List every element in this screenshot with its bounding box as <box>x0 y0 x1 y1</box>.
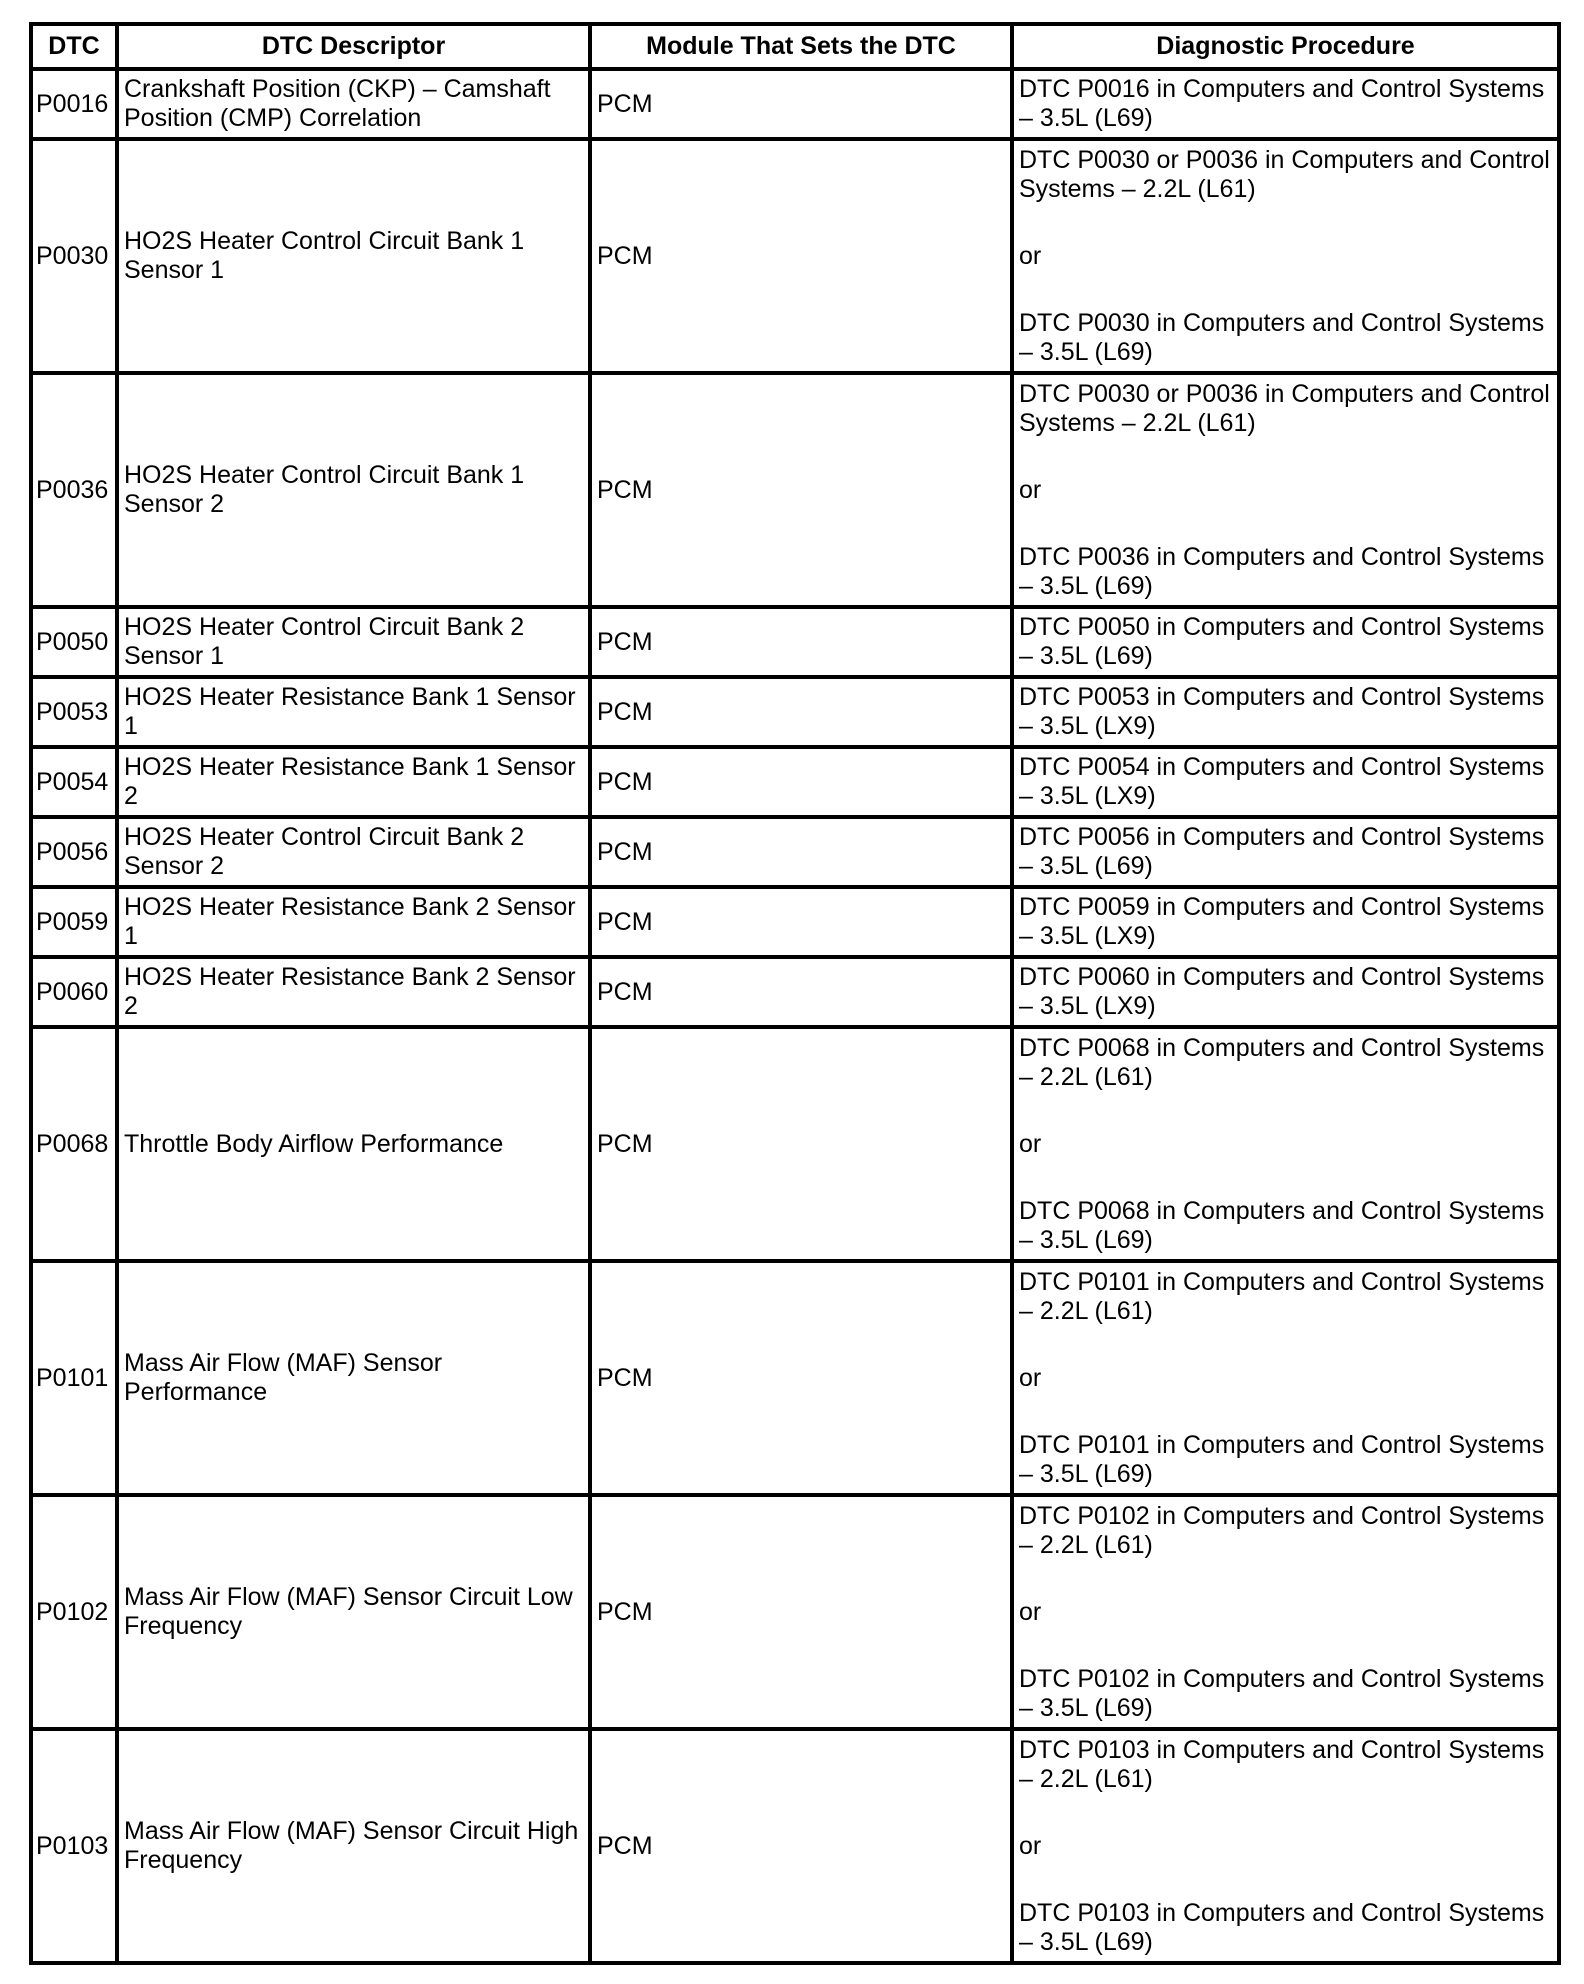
diagnostic-procedure-cell <box>1012 1261 1559 1495</box>
table-row <box>31 607 1559 677</box>
table-row <box>31 69 1559 139</box>
procedure-or-separator: or <box>1019 475 1042 504</box>
module-cell: PCM <box>590 957 1012 1027</box>
procedure-link-text: DTC P0016 in Computers and Control Systems – 3.5L (L69) <box>1019 75 1545 132</box>
module-cell: PCM <box>590 677 1012 747</box>
dtc-code-cell: P0016 <box>31 69 117 139</box>
procedure-link-text: DTC P0102 in Computers and Control Systems – 3.5L (L69) <box>1019 1664 1545 1722</box>
dtc-descriptor-cell: HO2S Heater Resistance Bank 2 Sensor 1 <box>117 887 590 957</box>
diagnostic-procedure-cell <box>1012 1495 1559 1729</box>
diagnostic-procedure-cell <box>1012 817 1559 887</box>
dtc-code-cell: P0054 <box>31 747 117 817</box>
table-row <box>31 747 1559 817</box>
procedure-link-text: DTC P0059 in Computers and Control Systems – 3.5L (LX9) <box>1019 893 1545 950</box>
dtc-descriptor-cell: Mass Air Flow (MAF) Sensor Performance <box>117 1261 590 1495</box>
dtc-code-cell: P0053 <box>31 677 117 747</box>
diagnostic-procedure-cell <box>1012 1729 1559 1963</box>
diagnostic-procedure-cell <box>1012 139 1559 373</box>
header-dtc: DTC <box>31 24 117 69</box>
procedure-link-text: DTC P0068 in Computers and Control Systems – 2.2L (L61) <box>1019 1033 1545 1091</box>
dtc-code-cell: P0056 <box>31 817 117 887</box>
diagnostic-procedure-cell <box>1012 887 1559 957</box>
dtc-descriptor-cell: HO2S Heater Control Circuit Bank 1 Sensor 1 <box>117 139 590 373</box>
diagnostic-procedure-cell <box>1012 373 1559 607</box>
module-cell: PCM <box>590 747 1012 817</box>
module-cell: PCM <box>590 1729 1012 1963</box>
procedure-link-text: DTC P0101 in Computers and Control Systems – 3.5L (L69) <box>1019 1430 1545 1488</box>
diagnostic-procedure-cell <box>1012 69 1559 139</box>
module-cell: PCM <box>590 1261 1012 1495</box>
table-row <box>31 139 1559 373</box>
dtc-code-cell: P0050 <box>31 607 117 677</box>
table-row <box>31 887 1559 957</box>
procedure-link-text: DTC P0101 in Computers and Control Systems – 2.2L (L61) <box>1019 1267 1545 1325</box>
dtc-descriptor-cell: Throttle Body Airflow Performance <box>117 1027 590 1261</box>
dtc-descriptor-cell: HO2S Heater Control Circuit Bank 1 Sensor 2 <box>117 373 590 607</box>
table-row <box>31 1729 1559 1963</box>
procedure-link-text: DTC P0103 in Computers and Control Systems – 2.2L (L61) <box>1019 1735 1545 1793</box>
table-row <box>31 817 1559 887</box>
diagnostic-procedure-cell <box>1012 957 1559 1027</box>
dtc-descriptor-cell: HO2S Heater Resistance Bank 2 Sensor 2 <box>117 957 590 1027</box>
dtc-descriptor-cell: HO2S Heater Control Circuit Bank 2 Sensor 1 <box>117 607 590 677</box>
procedure-link-text: DTC P0054 in Computers and Control Systems – 3.5L (LX9) <box>1019 753 1545 810</box>
module-cell: PCM <box>590 607 1012 677</box>
module-cell: PCM <box>590 373 1012 607</box>
table-row <box>31 1261 1559 1495</box>
module-cell: PCM <box>590 887 1012 957</box>
table-row <box>31 1495 1559 1729</box>
procedure-or-separator: or <box>1019 1363 1042 1392</box>
procedure-link-text: DTC P0030 or P0036 in Computers and Control Systems – 2.2L (L61) <box>1019 379 1550 437</box>
dtc-code-cell: P0059 <box>31 887 117 957</box>
procedure-link-text: DTC P0103 in Computers and Control Systems – 3.5L (L69) <box>1019 1898 1545 1956</box>
table-row <box>31 1027 1559 1261</box>
procedure-link-text: DTC P0036 in Computers and Control Systems – 3.5L (L69) <box>1019 542 1545 600</box>
diagnostic-procedure-cell <box>1012 747 1559 817</box>
dtc-table <box>29 22 1561 1965</box>
procedure-or-separator: or <box>1019 1597 1042 1626</box>
module-cell: PCM <box>590 1027 1012 1261</box>
dtc-code-cell: P0060 <box>31 957 117 1027</box>
module-cell: PCM <box>590 1495 1012 1729</box>
dtc-code-cell: P0102 <box>31 1495 117 1729</box>
dtc-descriptor-cell: HO2S Heater Resistance Bank 1 Sensor 2 <box>117 747 590 817</box>
header-procedure: Diagnostic Procedure <box>1012 24 1559 69</box>
procedure-link-text: DTC P0056 in Computers and Control Systems – 3.5L (L69) <box>1019 823 1545 880</box>
module-cell: PCM <box>590 69 1012 139</box>
procedure-or-separator: or <box>1019 1831 1042 1860</box>
dtc-code-cell: P0036 <box>31 373 117 607</box>
procedure-link-text: DTC P0053 in Computers and Control Systems – 3.5L (LX9) <box>1019 683 1545 740</box>
dtc-code-cell: P0030 <box>31 139 117 373</box>
diagnostic-procedure-cell <box>1012 607 1559 677</box>
procedure-link-text: DTC P0060 in Computers and Control Systems – 3.5L (LX9) <box>1019 963 1545 1020</box>
procedure-link-text: DTC P0102 in Computers and Control Systems – 2.2L (L61) <box>1019 1501 1545 1559</box>
diagnostic-procedure-cell <box>1012 1027 1559 1261</box>
dtc-descriptor-cell: Crankshaft Position (CKP) – Camshaft Position (CMP) Correlation <box>117 69 590 139</box>
module-cell: PCM <box>590 817 1012 887</box>
header-module: Module That Sets the DTC <box>590 24 1012 69</box>
procedure-or-separator: or <box>1019 1129 1042 1158</box>
dtc-code-cell: P0068 <box>31 1027 117 1261</box>
table-row <box>31 677 1559 747</box>
dtc-descriptor-cell: Mass Air Flow (MAF) Sensor Circuit Low Frequency <box>117 1495 590 1729</box>
diagnostic-procedure-cell <box>1012 677 1559 747</box>
procedure-link-text: DTC P0030 or P0036 in Computers and Control Systems – 2.2L (L61) <box>1019 145 1550 203</box>
dtc-descriptor-cell: HO2S Heater Control Circuit Bank 2 Sensor 2 <box>117 817 590 887</box>
header-descriptor: DTC Descriptor <box>117 24 590 69</box>
table-body <box>31 69 1559 1963</box>
module-cell: PCM <box>590 139 1012 373</box>
procedure-link-text: DTC P0030 in Computers and Control Systems – 3.5L (L69) <box>1019 308 1545 366</box>
dtc-descriptor-cell: HO2S Heater Resistance Bank 1 Sensor 1 <box>117 677 590 747</box>
table-row <box>31 373 1559 607</box>
table-row <box>31 957 1559 1027</box>
dtc-descriptor-cell: Mass Air Flow (MAF) Sensor Circuit High Frequency <box>117 1729 590 1963</box>
dtc-code-cell: P0101 <box>31 1261 117 1495</box>
procedure-link-text: DTC P0050 in Computers and Control Systems – 3.5L (L69) <box>1019 613 1545 670</box>
procedure-link-text: DTC P0068 in Computers and Control Systems – 3.5L (L69) <box>1019 1196 1545 1254</box>
header-row <box>31 24 1559 69</box>
dtc-code-cell: P0103 <box>31 1729 117 1963</box>
procedure-or-separator: or <box>1019 241 1042 270</box>
